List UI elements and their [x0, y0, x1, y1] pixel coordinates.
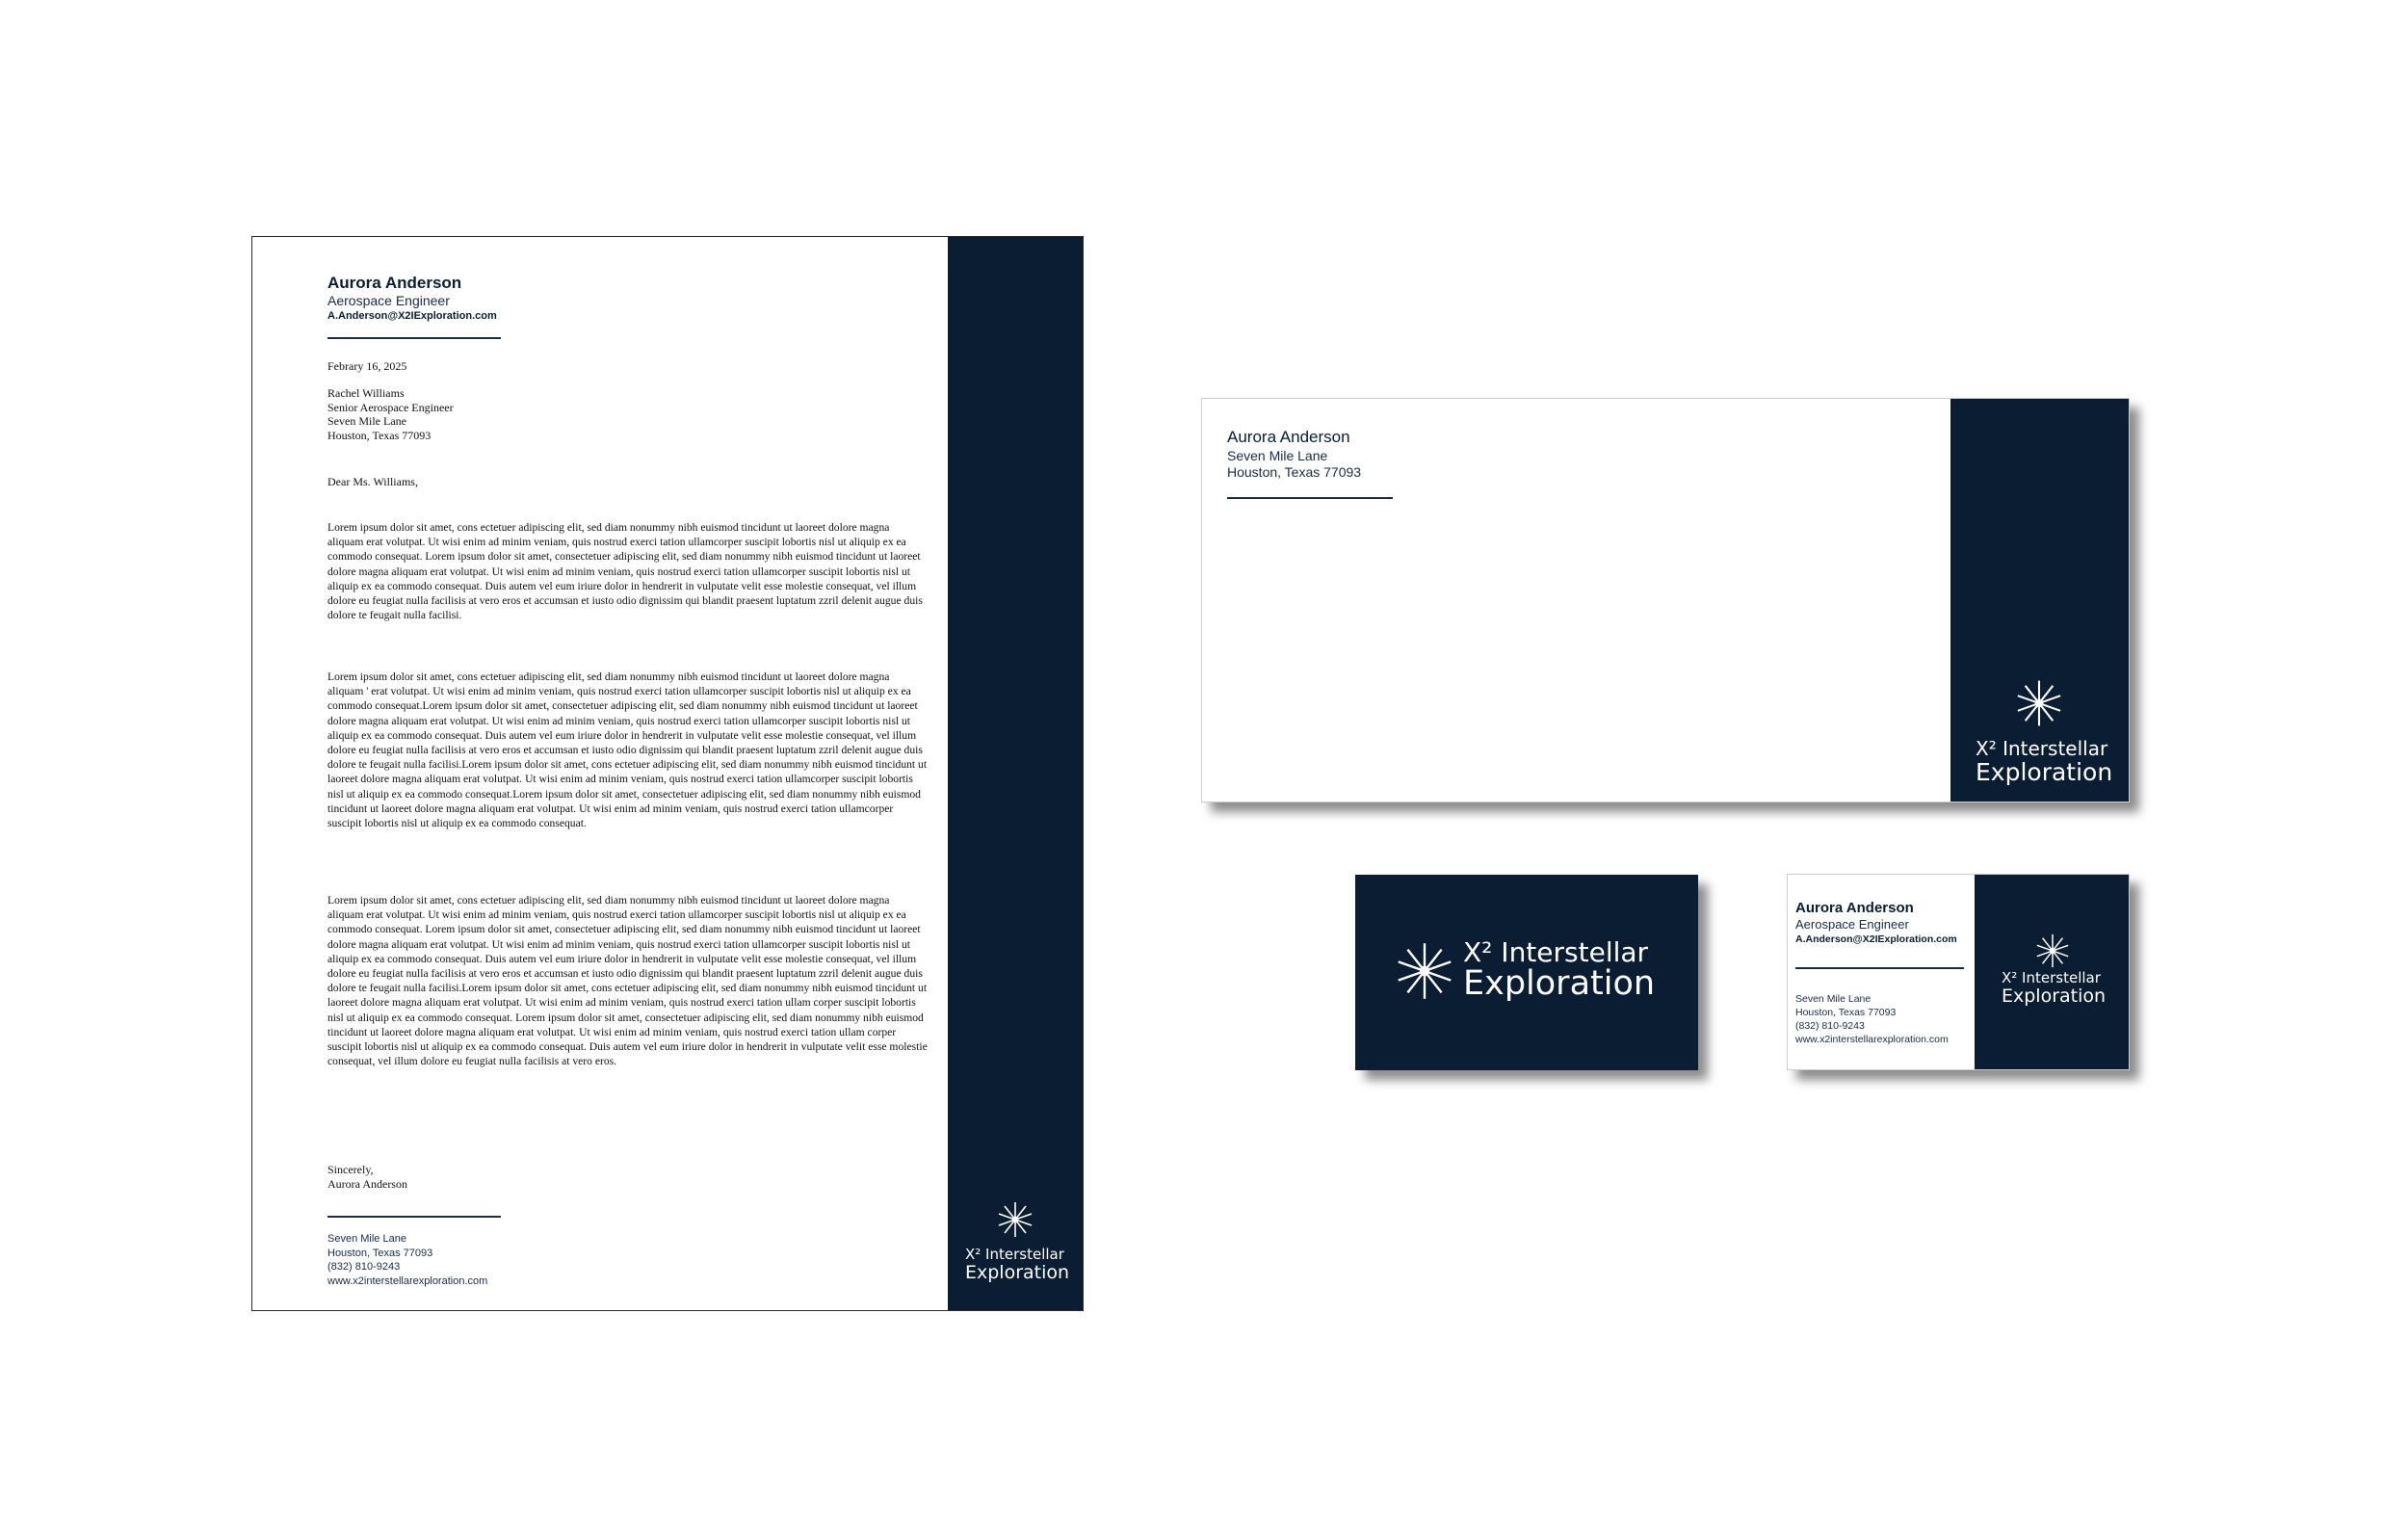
- closing-block: [327, 1163, 407, 1192]
- logo-line-2: Exploration: [965, 1262, 1070, 1283]
- letter-footer: [327, 1232, 487, 1288]
- letter-paragraph-2: Lorem ipsum dolor sit amet, cons ectetuer adipiscing elit, sed diam nonummy nibh euismod tincidunt ut laoreet dolore magna aliquam ' erat volutpat. Ut wisi enim ad minim veniam, quis nostrud exerci tation ullamcorper suscipit lobortis nisl ut aliquip ex ea commodo consequat.Lorem ipsum dolor sit amet, consectetuer adipiscing elit, sed diam nonummy nibh euismod tincidunt ut laoreet dolore magna aliquam erat volutpat. Ut wisi enim ad minim veniam, quis nostrud exerci tation ullamcorper suscipit lobortis nisl ut aliquip ex ea commodo consequat. Duis autem vel eum iriure dolor in hendrerit in vulputate velit esse molestie consequat, vel illum dolore eu feugiat nulla facilisis at vero eros et accumsan et iusto odio dignissim qui blandit praesent luptatum zzril delenit augue duis dolore te feugait nulla facilisi.Lorem ipsum dolor sit amet, cons ectetuer adipiscing elit, sed diam nonummy nibh euismod tincidunt ut laoreet dolore magna aliquam erat volutpat. Ut wisi enim ad minim veniam, quis nostrud exerci tation ullamcorper suscipit lobortis nisl ut aliquip ex ea commodo consequat.Lorem ipsum dolor sit amet, consectetuer adipiscing elit, sed diam nonummy nibh euismod tincidunt ut laoreet dolore magna aliquam erat volutpat. Ut wisi enim ad minim veniam, quis nostrud exerci tation ullamcorper suscipit lobortis nisl ut aliquip ex ea commodo consequat.: [327, 670, 928, 830]
- recipient-street: Seven Mile Lane: [327, 414, 406, 428]
- letterhead-logo: [965, 1248, 1069, 1282]
- header-rule: [327, 337, 501, 339]
- signature-name: Aurora Anderson: [327, 1177, 407, 1191]
- letter-paragraph-1: Lorem ipsum dolor sit amet, cons ectetuer adipiscing elit, sed diam nonummy nibh euismod tincidunt ut laoreet dolore magna aliquam erat volutpat. Ut wisi enim ad minim veniam, quis nostrud exerci tation ullamcorper suscipit lobortis nisl ut aliquip ex ea commodo consequat. Lorem ipsum dolor sit amet, consectetuer adipiscing elit, sed diam nonummy nibh euismod tincidunt ut laoreet dolore magna aliquam erat volutpat. Ut wisi enim ad minim veniam, quis nostrud exerci tation ullamcorper suscipit lobortis nisl ut aliquip ex ea commodo consequat. Duis autem vel eum iriure dolor in hendrerit in vulputate velit esse molestie consequat, vel illum dolore eu feugiat nulla facilisis at vero eros et accumsan et iusto odio dignissim qui blandit praesent luptatum zzril delenit augue duis dolore te feugait nulla facilisi.: [327, 521, 923, 622]
- footer-street: Seven Mile Lane: [327, 1233, 406, 1245]
- footer-rule: [327, 1216, 501, 1218]
- star-burst-icon: [996, 1200, 1034, 1239]
- card-front-logo: [1463, 936, 1656, 1003]
- logo-line-1: X² Interstellar: [965, 1246, 1064, 1263]
- logo-line-1: X² Interstellar: [2002, 969, 2101, 986]
- card-city: Houston, Texas 77093: [1795, 1007, 1897, 1018]
- business-card-front: [1355, 875, 1698, 1070]
- card-back-logo: [2002, 971, 2106, 1006]
- salutation: Dear Ms. Williams,: [327, 475, 418, 488]
- envelope-logo: [1976, 739, 2112, 784]
- business-card-back: [1787, 874, 2130, 1070]
- card-email: A.Anderson@X2IExploration.com: [1795, 933, 1957, 945]
- card-title: Aerospace Engineer: [1795, 917, 1909, 932]
- letterhead-page: [251, 236, 1084, 1311]
- logo-line-1: X² Interstellar: [1463, 936, 1649, 968]
- envelope-address: [1227, 448, 1361, 481]
- sender-title: Aerospace Engineer: [327, 293, 450, 308]
- logo-line-1: X² Interstellar: [1976, 737, 2108, 760]
- envelope-street: Seven Mile Lane: [1227, 448, 1328, 463]
- card-contact: [1795, 992, 1949, 1046]
- recipient-block: [327, 386, 454, 442]
- footer-website: www.x2interstellarexploration.com: [327, 1274, 488, 1287]
- star-burst-icon: [1394, 940, 1455, 1002]
- sender-email: A.Anderson@X2IExploration.com: [327, 310, 497, 322]
- card-back-brand-band: [1975, 875, 2129, 1069]
- letter-date: Febrary 16, 2025: [327, 359, 407, 373]
- card-rule: [1795, 967, 1964, 969]
- logo-line-2: Exploration: [1976, 758, 2113, 786]
- footer-phone: (832) 810-9243: [327, 1261, 401, 1273]
- envelope-name: Aurora Anderson: [1227, 428, 1350, 446]
- recipient-city: Houston, Texas 77093: [327, 428, 432, 442]
- closing: Sincerely,: [327, 1163, 374, 1176]
- logo-line-2: Exploration: [1463, 964, 1656, 1003]
- recipient-title: Senior Aerospace Engineer: [327, 400, 454, 414]
- star-burst-icon: [2034, 933, 2071, 969]
- letterhead-brand-band: [948, 237, 1083, 1310]
- sender-name: Aurora Anderson: [327, 274, 462, 292]
- card-phone: (832) 810-9243: [1795, 1020, 1865, 1032]
- envelope-brand-band: [1950, 399, 2129, 801]
- envelope-city: Houston, Texas 77093: [1227, 464, 1362, 480]
- envelope: [1201, 398, 2130, 802]
- card-street: Seven Mile Lane: [1795, 993, 1871, 1005]
- letter-paragraph-3: Lorem ipsum dolor sit amet, cons ectetuer adipiscing elit, sed diam nonummy nibh euismod tincidunt ut laoreet dolore magna aliquam erat volutpat. Ut wisi enim ad minim veniam, quis nostrud exerci tation ullamcorper suscipit lobortis nisl ut aliquip ex ea commodo consequat. Lorem ipsum dolor sit amet, consectetuer adipiscing elit, sed diam nonummy nibh euismod tincidunt ut laoreet dolore magna aliquam erat volutpat. Ut wisi enim ad minim veniam, quis nostrud exerci tation ullamcorper suscipit lobortis nisl ut aliquip ex ea commodo consequat. Duis autem vel eum iriure dolor in hendrerit in vulputate velit esse molestie consequat, vel illum dolore eu feugiat nulla facilisis at vero eros et accumsan et iusto odio dignissim qui blandit praesent luptatum zzril delenit augue duis dolore te feugait nulla facilisi.Lorem ipsum dolor sit amet, cons ectetuer adipiscing elit, sed diam nonummy nibh euismod tincidunt ut laoreet dolore magna aliquam erat volutpat. Ut wisi enim ad minim veniam, quis nostrud exerci tation ullam corper suscipit lobortis nisl ut aliquip ex ea commodo consequat. Lorem ipsum dolor sit amet, consectetuer adipiscing elit, sed diam nonummy nibh euismod tincidunt ut laoreet dolore magna aliquam erat volutpat. Ut wisi enim ad minim veniam, quis nostrud exerci tation ullam corper suscipit lobortis nisl ut aliquip ex ea commodo consequat. Duis autem vel eum iriure dolor in hendrerit in vulputate velit esse molestie consequat, vel illum dolore eu feugiat nulla facilisis at vero eros.: [327, 894, 928, 1068]
- star-burst-icon: [2014, 678, 2064, 728]
- recipient-name: Rachel Williams: [327, 386, 405, 400]
- envelope-rule: [1227, 497, 1393, 499]
- footer-city: Houston, Texas 77093: [327, 1247, 433, 1259]
- logo-line-2: Exploration: [2002, 985, 2107, 1007]
- card-website: www.x2interstellarexploration.com: [1795, 1034, 1949, 1045]
- card-name: Aurora Anderson: [1795, 900, 1914, 916]
